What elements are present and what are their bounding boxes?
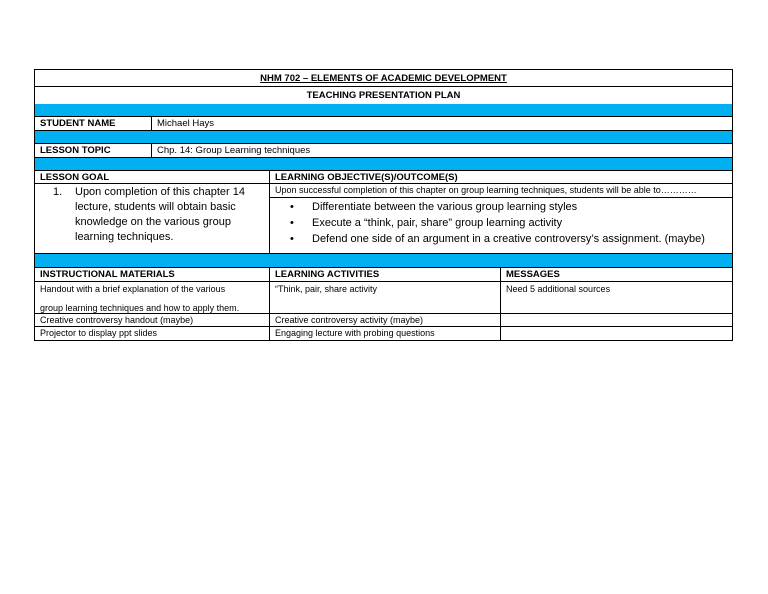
materials-header-row — [35, 268, 732, 282]
objective-item — [290, 199, 732, 215]
goal-number: 1. — [53, 186, 63, 198]
objective-text: Defend one side of an argument in a creative controversy’s assignment. (maybe) — [312, 233, 705, 245]
divider-band — [35, 104, 732, 117]
activities-header: LEARNING ACTIVITIES — [270, 268, 501, 281]
message-cell: Need 5 additional sources — [506, 284, 611, 294]
teaching-plan-table — [34, 69, 733, 341]
divider-band — [35, 254, 732, 268]
message-cell — [501, 327, 732, 340]
material-line: group learning techniques and how to apply them. — [40, 303, 240, 313]
table-row — [35, 282, 732, 314]
material-cell: Creative controversy handout (maybe) — [35, 314, 270, 326]
objectives-list — [270, 198, 732, 247]
objective-text: Execute a “think, pair, share” group learning activity — [312, 217, 563, 229]
divider-band — [35, 158, 732, 171]
activity-cell: “Think, pair, share activity — [270, 282, 501, 313]
course-title: NHM 702 – ELEMENTS OF ACADEMIC DEVELOPMENT — [260, 73, 507, 84]
goal-text: Upon completion of this chapter 14 lecture, students will obtain basic knowledge on the various group learning techniques. — [75, 186, 245, 243]
bullet: • — [290, 233, 294, 245]
student-name-label: STUDENT NAME — [35, 117, 152, 130]
activity-cell: Creative controversy activity (maybe) — [270, 314, 501, 326]
lesson-topic-row — [35, 144, 732, 158]
divider-band — [35, 131, 732, 144]
goal-header-row — [35, 171, 732, 184]
course-title-row — [35, 70, 732, 87]
lesson-topic-label: LESSON TOPIC — [35, 144, 152, 157]
activity-cell: Engaging lecture with probing questions — [270, 327, 501, 340]
goal-content-row — [35, 184, 732, 254]
objective-item — [290, 231, 732, 247]
table-row — [35, 314, 732, 327]
objectives-cell — [270, 184, 732, 253]
plan-title-row — [35, 87, 732, 104]
material-cell: Projector to display ppt slides — [35, 327, 270, 340]
student-name-row — [35, 117, 732, 131]
lesson-topic-value: Chp. 14: Group Learning techniques — [157, 145, 311, 156]
lesson-goal-cell — [35, 184, 270, 253]
plan-title: TEACHING PRESENTATION PLAN — [306, 90, 461, 101]
lesson-goal-item — [35, 184, 269, 245]
student-name-value: Michael Hays — [157, 118, 215, 129]
objectives-intro: Upon successful completion of this chapter on group learning techniques, students will be able to………… — [270, 184, 732, 198]
message-cell — [501, 314, 732, 326]
material-line: Handout with a brief explanation of the various — [40, 284, 226, 294]
bullet: • — [290, 201, 294, 213]
material-cell — [35, 282, 270, 313]
objectives-label: LEARNING OBJECTIVE(S)/OUTCOME(S) — [275, 172, 458, 183]
lesson-goal-label: LESSON GOAL — [35, 171, 270, 183]
table-row — [35, 327, 732, 340]
objective-item — [290, 215, 732, 231]
messages-header: MESSAGES — [506, 269, 560, 280]
bullet: • — [290, 217, 294, 229]
objective-text: Differentiate between the various group learning styles — [312, 201, 578, 213]
materials-header: INSTRUCTIONAL MATERIALS — [35, 268, 270, 281]
